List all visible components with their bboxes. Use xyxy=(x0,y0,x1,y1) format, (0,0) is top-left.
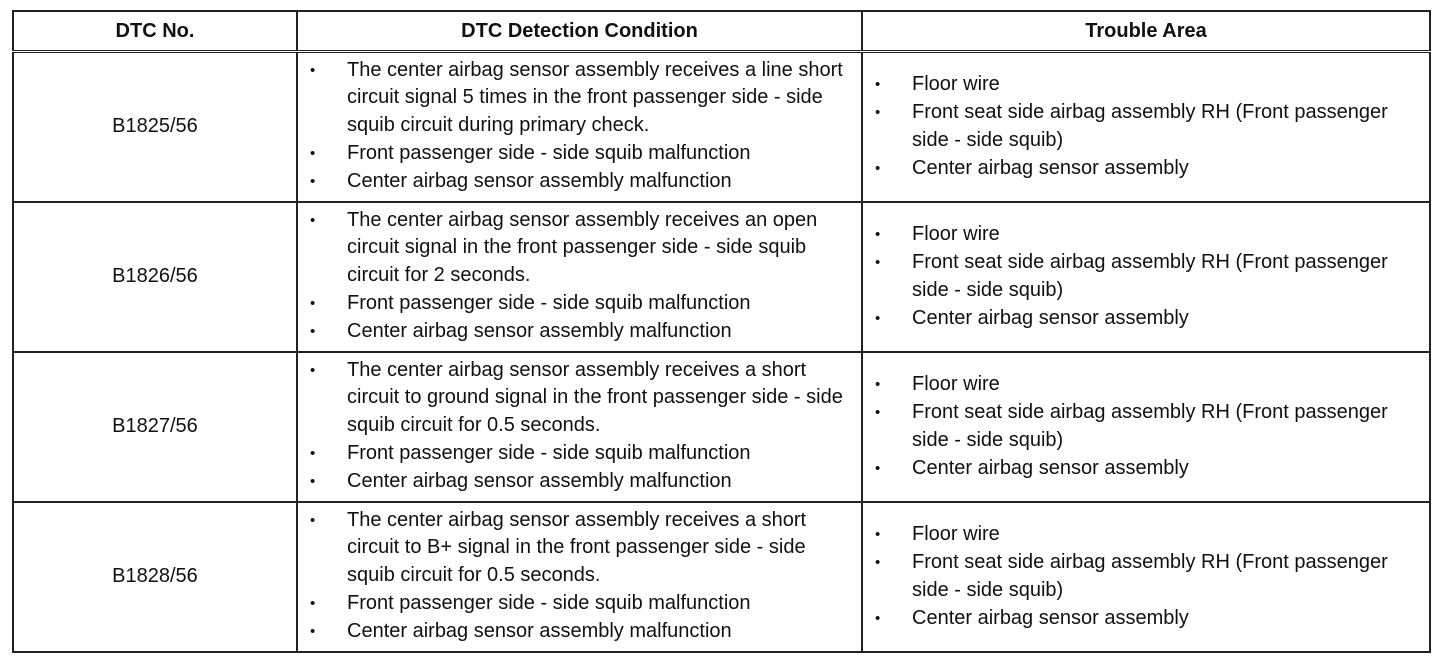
condition-item: • Center airbag sensor assembly malfunction xyxy=(298,168,861,196)
condition-item: • Front passenger side - side squib malfunction xyxy=(298,590,861,618)
detection-condition-cell xyxy=(297,502,862,652)
table-row xyxy=(13,502,1430,652)
condition-item: • The center airbag sensor assembly receives a short circuit to B+ signal in the front passenger side - side squib circuit for 0.5 seconds. xyxy=(298,507,861,590)
header-detection-condition: DTC Detection Condition xyxy=(297,11,862,52)
area-list xyxy=(863,371,1429,482)
trouble-area-cell xyxy=(862,52,1430,203)
condition-list xyxy=(298,507,861,646)
condition-item: • Center airbag sensor assembly malfunction xyxy=(298,318,861,346)
area-list xyxy=(863,221,1429,332)
area-item: • Center airbag sensor assembly xyxy=(863,455,1429,483)
area-item: • Front seat side airbag assembly RH (Front passenger side - side squib) xyxy=(863,399,1429,455)
table-row xyxy=(13,52,1430,203)
area-item: • Center airbag sensor assembly xyxy=(863,305,1429,333)
area-item: • Center airbag sensor assembly xyxy=(863,155,1429,183)
area-item: • Floor wire xyxy=(863,71,1429,99)
table-row xyxy=(13,352,1430,502)
condition-item: • Center airbag sensor assembly malfunction xyxy=(298,618,861,646)
dtc-code-cell: B1827/56 xyxy=(13,352,297,502)
condition-item: • Front passenger side - side squib malfunction xyxy=(298,290,861,318)
table-row xyxy=(13,202,1430,352)
area-item: • Floor wire xyxy=(863,521,1429,549)
detection-condition-cell xyxy=(297,202,862,352)
area-list xyxy=(863,71,1429,182)
condition-item: • The center airbag sensor assembly receives a line short circuit signal 5 times in the front passenger side - side squib circuit during primary check. xyxy=(298,57,861,140)
detection-condition-cell xyxy=(297,52,862,203)
dtc-code-cell: B1828/56 xyxy=(13,502,297,652)
detection-condition-cell xyxy=(297,352,862,502)
area-item: • Center airbag sensor assembly xyxy=(863,605,1429,633)
condition-list xyxy=(298,57,861,196)
condition-item: • Front passenger side - side squib malfunction xyxy=(298,440,861,468)
dtc-code-cell: B1826/56 xyxy=(13,202,297,352)
trouble-area-cell xyxy=(862,202,1430,352)
trouble-area-cell xyxy=(862,502,1430,652)
header-dtc-no: DTC No. xyxy=(13,11,297,52)
area-item: • Front seat side airbag assembly RH (Front passenger side - side squib) xyxy=(863,99,1429,155)
dtc-table xyxy=(12,10,1431,653)
table-header xyxy=(13,11,1430,52)
area-item: • Floor wire xyxy=(863,371,1429,399)
header-row xyxy=(13,11,1430,52)
header-trouble-area: Trouble Area xyxy=(862,11,1430,52)
condition-item: • Center airbag sensor assembly malfunction xyxy=(298,468,861,496)
dtc-code-cell: B1825/56 xyxy=(13,52,297,203)
table-body xyxy=(13,52,1430,653)
condition-list xyxy=(298,207,861,346)
condition-item: • The center airbag sensor assembly receives a short circuit to ground signal in the front passenger side - side squib circuit for 0.5 seconds. xyxy=(298,357,861,440)
trouble-area-cell xyxy=(862,352,1430,502)
area-item: • Front seat side airbag assembly RH (Front passenger side - side squib) xyxy=(863,549,1429,605)
condition-item: • Front passenger side - side squib malfunction xyxy=(298,140,861,168)
area-list xyxy=(863,521,1429,632)
area-item: • Floor wire xyxy=(863,221,1429,249)
area-item: • Front seat side airbag assembly RH (Front passenger side - side squib) xyxy=(863,249,1429,305)
condition-list xyxy=(298,357,861,496)
condition-item: • The center airbag sensor assembly receives an open circuit signal in the front passenger side - side squib circuit for 2 seconds. xyxy=(298,207,861,290)
